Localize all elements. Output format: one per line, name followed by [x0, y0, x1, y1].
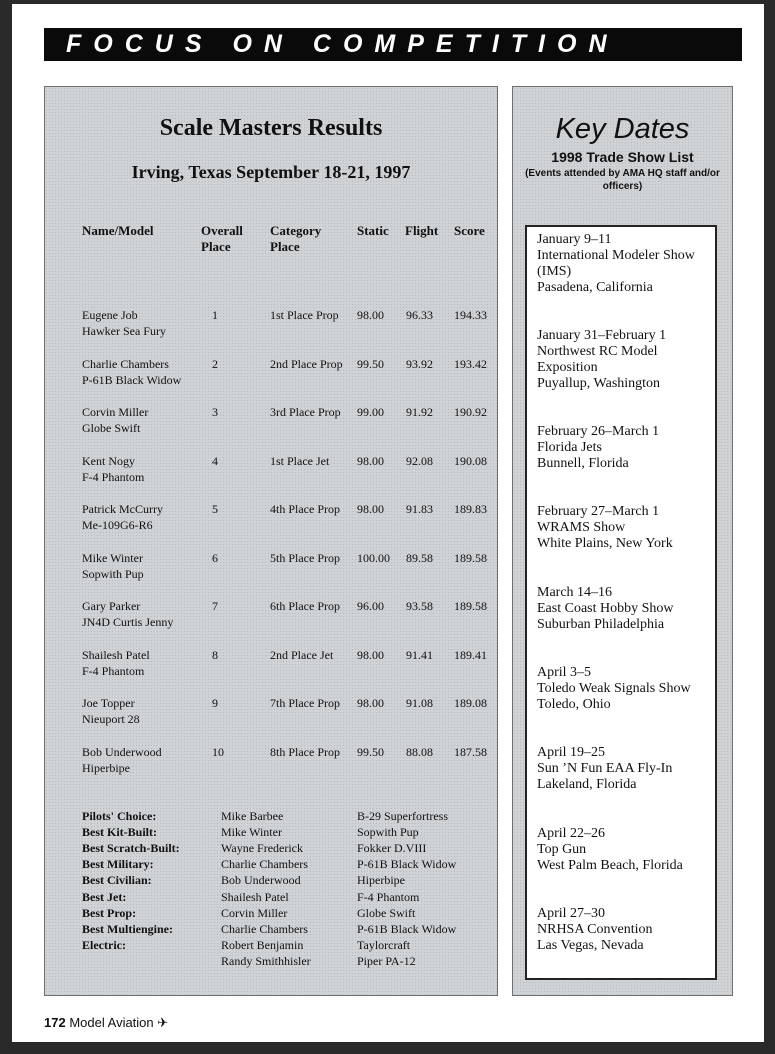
row-5-model: Me-109G6-R6: [82, 518, 153, 532]
row-6-name: Mike Winter: [82, 550, 143, 565]
results-title: Scale Masters Results: [159, 115, 383, 141]
row-6-static: 100.00: [357, 550, 390, 565]
row-6-overall: 6: [212, 550, 218, 565]
event-line: Bunnell, Florida: [537, 456, 629, 471]
event-line: January 31–February 1: [537, 328, 667, 343]
award-2-model: Sopwith Pup: [357, 825, 419, 840]
award-2-label: Best Kit-Built:: [82, 825, 157, 840]
award-2-pilot: Mike Winter: [221, 825, 282, 840]
award-8-pilot: Charlie Chambers: [221, 921, 308, 936]
row-3-flight: 91.92: [406, 405, 433, 419]
event-line: Suburban Philadelphia: [537, 617, 665, 632]
row-5-overall: 5: [212, 502, 218, 516]
event-2: [537, 328, 666, 392]
event-3: [537, 424, 659, 472]
event-line: East Coast Hobby Show: [537, 601, 674, 616]
row-9-category: 7th Place Prop: [270, 696, 340, 710]
award-5-pilot: Bob Underwood: [221, 873, 301, 888]
event-line: West Palm Beach, Florida: [537, 858, 683, 873]
award-8-model: P-61B Black Widow: [357, 921, 457, 936]
event-line: April 27–30: [537, 906, 606, 921]
row-1-model: Hawker Sea Fury: [82, 324, 166, 338]
event-line: Toledo, Ohio: [537, 697, 611, 712]
award-1-label: Pilots' Choice:: [82, 809, 157, 823]
row-9-static: 98.00: [357, 696, 384, 710]
row-10-static: 99.50: [357, 744, 384, 759]
header-score: Score: [454, 223, 485, 238]
row-10-model: Hiperbipe: [82, 760, 130, 775]
row-10-score: 187.58: [454, 744, 487, 759]
row-9-flight: 91.08: [406, 696, 433, 710]
events-box: [525, 225, 717, 980]
row-4-static: 98.00: [357, 453, 384, 468]
key-dates-panel: [512, 86, 733, 996]
row-5-flight: 91.83: [406, 502, 433, 516]
row-9-model: Nieuport 28: [82, 712, 140, 726]
row-6-flight: 89.58: [406, 550, 433, 565]
row-5-category: 4th Place Prop: [270, 502, 340, 516]
event-line: March 14–16: [537, 585, 613, 600]
event-line: WRAMS Show: [537, 520, 626, 535]
row-7-category: 6th Place Prop: [270, 599, 340, 613]
event-6: [537, 665, 691, 713]
row-6-score: 189.58: [454, 550, 487, 565]
event-line: April 19–25: [537, 745, 606, 760]
event-line: February 27–March 1: [537, 504, 660, 519]
row-5-static: 98.00: [357, 502, 384, 516]
award-9-pilot: Robert Benjamin: [221, 937, 304, 952]
key-dates-subtitle: 1998 Trade Show List: [551, 149, 694, 165]
event-line: (IMS): [537, 264, 572, 279]
event-line: Exposition: [537, 360, 598, 375]
row-8-flight: 91.41: [406, 647, 433, 662]
row-7-overall: 7: [212, 599, 218, 613]
award-8-label: Best Multiengine:: [82, 921, 173, 936]
award-10-pilot: Randy Smithhisler: [221, 953, 311, 968]
header-category: Category Place: [270, 223, 322, 254]
row-5-score: 189.83: [454, 502, 487, 516]
award-4-label: Best Military:: [82, 857, 154, 872]
row-4-score: 190.08: [454, 453, 487, 468]
results-panel: [44, 86, 498, 996]
row-4-category: 1st Place Jet: [270, 453, 330, 468]
row-8-static: 98.00: [357, 647, 384, 662]
award-5-model: Hiperbipe: [357, 873, 405, 888]
row-1-flight: 96.33: [406, 308, 433, 322]
event-line: February 26–March 1: [537, 424, 660, 439]
event-line: Toledo Weak Signals Show: [537, 681, 691, 696]
row-1-static: 98.00: [357, 308, 384, 322]
row-2-name: Charlie Chambers: [82, 356, 169, 371]
row-5-name: Patrick McCurry: [82, 502, 163, 516]
event-line: Lakeland, Florida: [537, 777, 637, 792]
row-7-flight: 93.58: [406, 599, 433, 613]
row-8-score: 189.41: [454, 647, 487, 662]
event-1: [537, 232, 695, 296]
award-1-pilot: Mike Barbee: [221, 809, 284, 823]
row-7-score: 189.58: [454, 599, 487, 613]
row-1-score: 194.33: [454, 308, 487, 322]
section-banner: FOCUS ON COMPETITION: [44, 28, 742, 61]
row-10-name: Bob Underwood: [82, 744, 162, 759]
event-4: [537, 504, 673, 552]
row-2-static: 99.50: [357, 356, 384, 371]
row-9-name: Joe Topper: [82, 696, 135, 710]
row-3-static: 99.00: [357, 405, 384, 419]
row-3-model: Globe Swift: [82, 421, 141, 435]
header-name: Name/Model: [82, 223, 154, 238]
event-9: [537, 906, 653, 954]
award-4-pilot: Charlie Chambers: [221, 857, 308, 872]
event-5: [537, 585, 674, 633]
magazine-name: Model Aviation: [69, 1015, 154, 1030]
row-2-score: 193.42: [454, 356, 487, 371]
row-2-overall: 2: [212, 356, 218, 371]
award-7-label: Best Prop:: [82, 905, 137, 920]
event-8: [537, 826, 683, 874]
row-8-model: F-4 Phantom: [82, 663, 145, 678]
row-2-model: P-61B Black Widow: [82, 372, 182, 387]
event-line: Las Vegas, Nevada: [537, 938, 644, 953]
row-7-static: 96.00: [357, 599, 384, 613]
row-8-category: 2nd Place Jet: [270, 647, 334, 662]
event-line: International Modeler Show: [537, 248, 695, 263]
row-3-category: 3rd Place Prop: [270, 405, 341, 419]
event-line: January 9–11: [537, 232, 612, 247]
award-4-model: P-61B Black Widow: [357, 857, 457, 872]
plane-arrow-icon: ✈: [157, 1015, 169, 1030]
row-1-category: 1st Place Prop: [270, 308, 339, 322]
event-line: Pasadena, California: [537, 280, 653, 295]
row-4-model: F-4 Phantom: [82, 469, 145, 484]
page-footer: [44, 1015, 168, 1031]
key-dates-note: (Events attended by AMA HQ staff and/or officers): [525, 168, 720, 192]
row-3-name: Corvin Miller: [82, 405, 149, 419]
award-6-model: F-4 Phantom: [357, 889, 420, 904]
award-6-label: Best Jet:: [82, 889, 127, 904]
award-1-model: B-29 Superfortress: [357, 809, 448, 823]
row-4-overall: 4: [212, 453, 218, 468]
award-9-model: Taylorcraft: [357, 937, 411, 952]
row-10-category: 8th Place Prop: [270, 744, 340, 759]
row-1-name: Eugene Job: [82, 308, 138, 322]
award-3-label: Best Scratch-Built:: [82, 841, 180, 856]
award-6-pilot: Shailesh Patel: [221, 889, 289, 904]
row-2-category: 2nd Place Prop: [270, 356, 343, 371]
event-line: Florida Jets: [537, 440, 602, 455]
event-line: Sun ’N Fun EAA Fly-In: [537, 761, 673, 776]
row-10-flight: 88.08: [406, 744, 433, 759]
row-4-flight: 92.08: [406, 453, 433, 468]
row-8-overall: 8: [212, 647, 218, 662]
award-10-model: Piper PA-12: [357, 953, 416, 968]
row-7-model: JN4D Curtis Jenny: [82, 615, 174, 629]
event-line: April 22–26: [537, 826, 606, 841]
event-line: April 3–5: [537, 665, 592, 680]
award-7-model: Globe Swift: [357, 905, 416, 920]
row-9-overall: 9: [212, 696, 218, 710]
event-line: Puyallup, Washington: [537, 376, 661, 391]
event-line: White Plains, New York: [537, 536, 673, 551]
row-9-score: 189.08: [454, 696, 487, 710]
row-4-name: Kent Nogy: [82, 453, 135, 468]
award-9-label: Electric:: [82, 937, 126, 952]
row-3-overall: 3: [212, 405, 218, 419]
event-line: Northwest RC Model: [537, 344, 658, 359]
key-dates-title: Key Dates: [555, 113, 690, 145]
award-3-model: Fokker D.VIII: [357, 841, 427, 856]
award-7-pilot: Corvin Miller: [221, 905, 288, 920]
results-subtitle: Irving, Texas September 18-21, 1997: [131, 162, 411, 182]
row-3-score: 190.92: [454, 405, 487, 419]
event-line: NRHSA Convention: [537, 922, 653, 937]
header-flight: Flight: [405, 223, 439, 238]
award-5-label: Best Civilian:: [82, 873, 152, 888]
header-overall: Overall Place: [201, 223, 243, 254]
award-3-pilot: Wayne Frederick: [221, 841, 303, 856]
row-10-overall: 10: [212, 744, 224, 759]
row-2-flight: 93.92: [406, 356, 433, 371]
row-7-name: Gary Parker: [82, 599, 141, 613]
row-6-category: 5th Place Prop: [270, 550, 340, 565]
row-8-name: Shailesh Patel: [82, 647, 150, 662]
header-static: Static: [357, 223, 389, 238]
row-6-model: Sopwith Pup: [82, 566, 144, 581]
row-1-overall: 1: [212, 308, 218, 322]
event-7: [537, 745, 672, 793]
event-line: Top Gun: [537, 842, 587, 857]
page-number: 172: [44, 1015, 66, 1030]
